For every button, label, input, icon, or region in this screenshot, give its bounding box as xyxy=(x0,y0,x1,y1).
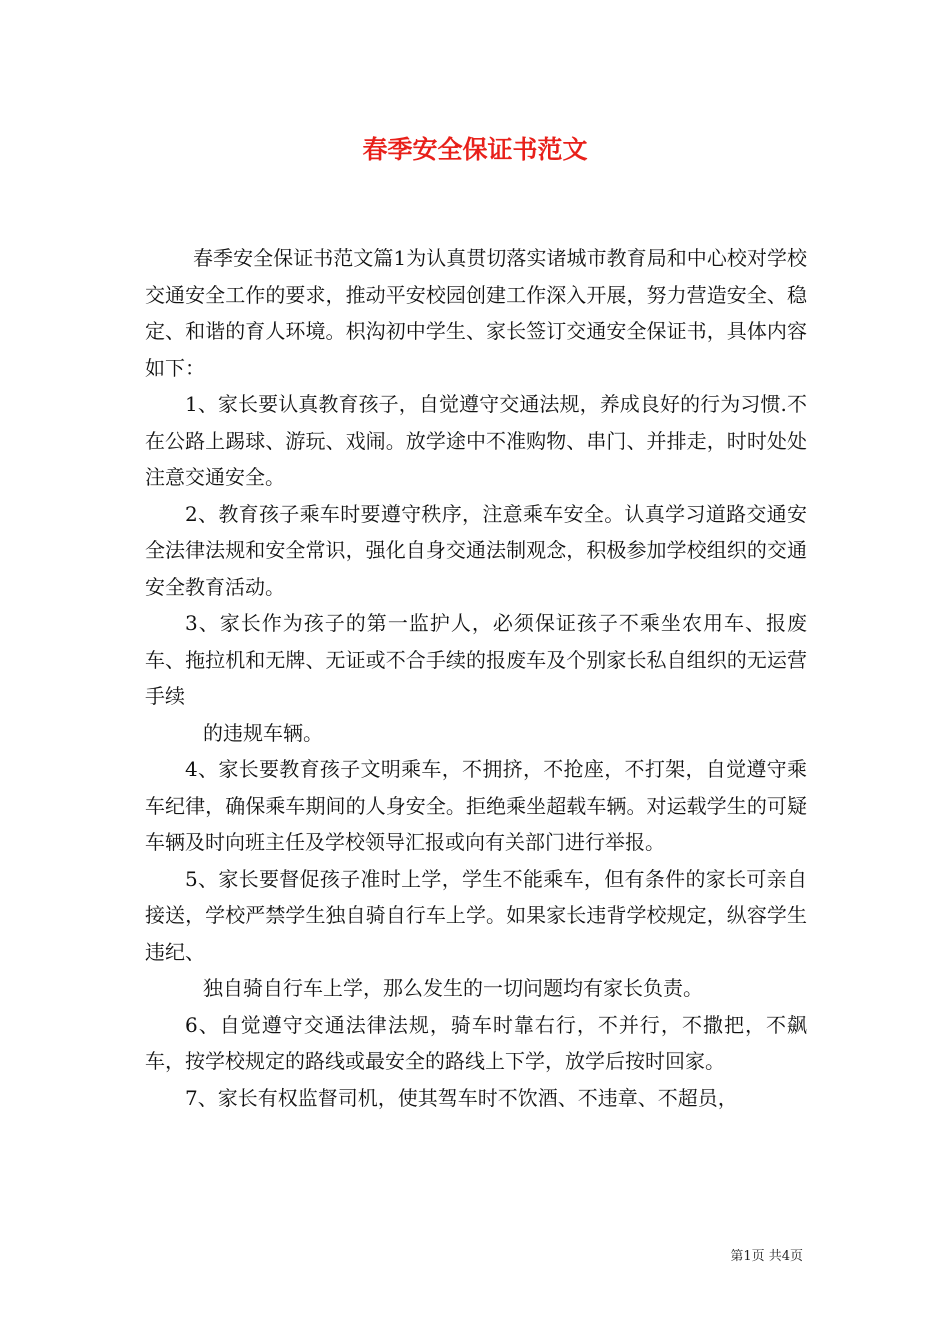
paragraph-item-5: 5、家长要督促孩子准时上学，学生不能乘车，但有条件的家长可亲自接送，学校严禁学生独自骑自行车上学。如果家长违背学校规定，纵容学生违纪、 xyxy=(145,866,807,964)
document-body xyxy=(145,240,807,1116)
paragraph-item-7: 7、家长有权监督司机，使其驾车时不饮酒、不违章、不超员， xyxy=(185,1085,738,1110)
paragraph-item-5-continued: 独自骑自行车上学，那么发生的一切问题均有家长负责。 xyxy=(203,976,703,1000)
paragraph-item-4: 4、家长要教育孩子文明乘车，不拥挤，不抢座，不打架，自觉遵守乘车纪律，确保乘车期间的人身安全。拒绝乘坐超载车辆。对运载学生的可疑车辆及时向班主任及学校领导汇报或向有关部门进行举报。 xyxy=(145,757,807,854)
paragraph-intro: 春季安全保证书范文篇1为认真贯切落实诸城市教育局和中心校对学校交通安全工作的要求，推动平安校园创建工作深入开展，努力营造安全、稳定、和谐的育人环境。枳沟初中学生、家长签订交通安全保证书，具体内容如下： xyxy=(145,246,807,380)
paragraph-item-1: 1、家长要认真教育孩子，自觉遵守交通法规，养成良好的行为习惯.不在公路上踢球、游玩、戏闹。放学途中不准购物、串门、并排走，时时处处注意交通安全。 xyxy=(145,392,807,489)
paragraph-item-6: 6、自觉遵守交通法律法规，骑车时靠右行，不并行，不撒把，不飙车，按学校规定的路线或最安全的路线上下学，放学后按时回家。 xyxy=(145,1012,807,1073)
paragraph-item-3: 3、家长作为孩子的第一监护人，必须保证孩子不乘坐农用车、报废车、拖拉机和无牌、无证或不合手续的报废车及个别家长私自组织的无运营手续 xyxy=(145,611,807,708)
page-number-footer: 第1页 共4页 xyxy=(730,1249,803,1264)
paragraph-item-3-continued: 的违规车辆。 xyxy=(203,720,323,745)
paragraph-item-2: 2、教育孩子乘车时要遵守秩序，注意乘车安全。认真学习道路交通安全法律法规和安全常识，强化自身交通法制观念，积极参加学校组织的交通安全教育活动。 xyxy=(145,501,807,599)
document-title: 春季安全保证书范文 xyxy=(362,135,588,164)
